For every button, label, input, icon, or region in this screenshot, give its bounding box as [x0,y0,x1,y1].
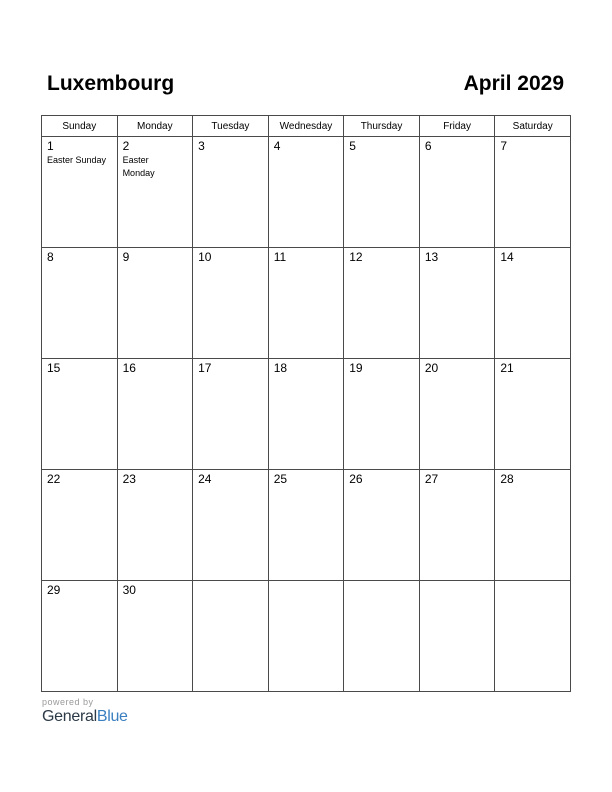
day-cell [193,248,269,359]
weekday-header: Saturday [495,116,571,137]
day-cell [495,581,571,692]
day-cell [419,359,495,470]
day-cell [193,137,269,248]
day-number: 16 [122,361,136,375]
month-title: April 2029 [463,72,564,95]
weekday-header: Sunday [42,116,118,137]
day-cell [117,248,193,359]
day-number: 9 [122,250,130,264]
day-number: 18 [273,361,288,375]
day-number: 13 [424,250,439,264]
calendar-grid [41,115,571,689]
day-cell [495,359,571,470]
day-cell [344,581,420,692]
day-number: 3 [198,139,205,153]
brand-blue-text: Blue [96,708,128,725]
week-row [42,359,571,470]
day-cell [419,248,495,359]
day-cell [117,137,193,248]
week-row [42,470,571,581]
weekday-header: Friday [419,116,495,137]
day-cell [42,581,118,692]
day-cell [193,581,269,692]
day-cell [344,359,420,470]
calendar-table [41,115,571,692]
day-cell [117,581,193,692]
day-cell [495,470,571,581]
day-cell [117,359,193,470]
day-cell [419,581,495,692]
brand-general-text: General [42,708,97,725]
day-number: 17 [198,361,212,375]
day-cell [268,137,344,248]
generalblue-logo[interactable] [42,708,162,726]
weekday-header: Monday [117,116,193,137]
holiday-label: Easter Monday [122,155,155,178]
day-cell [117,470,193,581]
weekday-header: Thursday [344,116,420,137]
day-number: 25 [273,472,288,486]
day-number: 11 [273,250,287,264]
day-number: 14 [500,250,514,264]
day-number: 19 [349,361,363,375]
day-number: 22 [47,472,61,486]
day-number: 29 [47,583,61,597]
day-cell [268,581,344,692]
day-cell [42,137,118,248]
weekday-header: Tuesday [193,116,269,137]
day-number: 26 [349,472,363,486]
weekday-header: Wednesday [268,116,344,137]
day-number: 6 [424,139,432,153]
week-row [42,581,571,692]
day-cell [419,470,495,581]
day-number: 1 [47,139,54,153]
day-cell [42,248,118,359]
calendar-header [41,70,570,100]
day-cell [42,470,118,581]
day-cell [344,248,420,359]
day-number: 20 [424,361,439,375]
day-number: 28 [500,472,514,486]
day-number: 21 [500,361,514,375]
day-cell [268,470,344,581]
day-cell [193,359,269,470]
day-number: 7 [500,139,508,153]
day-cell [268,248,344,359]
day-number: 30 [122,583,136,597]
day-number: 2 [122,139,130,153]
day-number: 8 [47,250,54,264]
day-number: 4 [273,139,281,153]
day-cell [344,137,420,248]
footer-branding [42,697,162,733]
day-number: 24 [198,472,212,486]
day-number: 5 [349,139,356,153]
week-row [42,137,571,248]
holiday-label: Easter Sunday [47,155,107,165]
day-cell [42,359,118,470]
day-number: 27 [424,472,439,486]
country-title: Luxembourg [47,72,175,95]
powered-by-text: powered by [42,697,94,707]
day-number: 12 [349,250,363,264]
day-cell [193,470,269,581]
day-number: 23 [122,472,136,486]
week-row [42,248,571,359]
day-number: 15 [47,361,61,375]
day-cell [344,470,420,581]
weekday-header-row [42,116,571,137]
day-number: 10 [198,250,212,264]
day-cell [495,137,571,248]
day-cell [419,137,495,248]
day-cell [495,248,571,359]
day-cell [268,359,344,470]
